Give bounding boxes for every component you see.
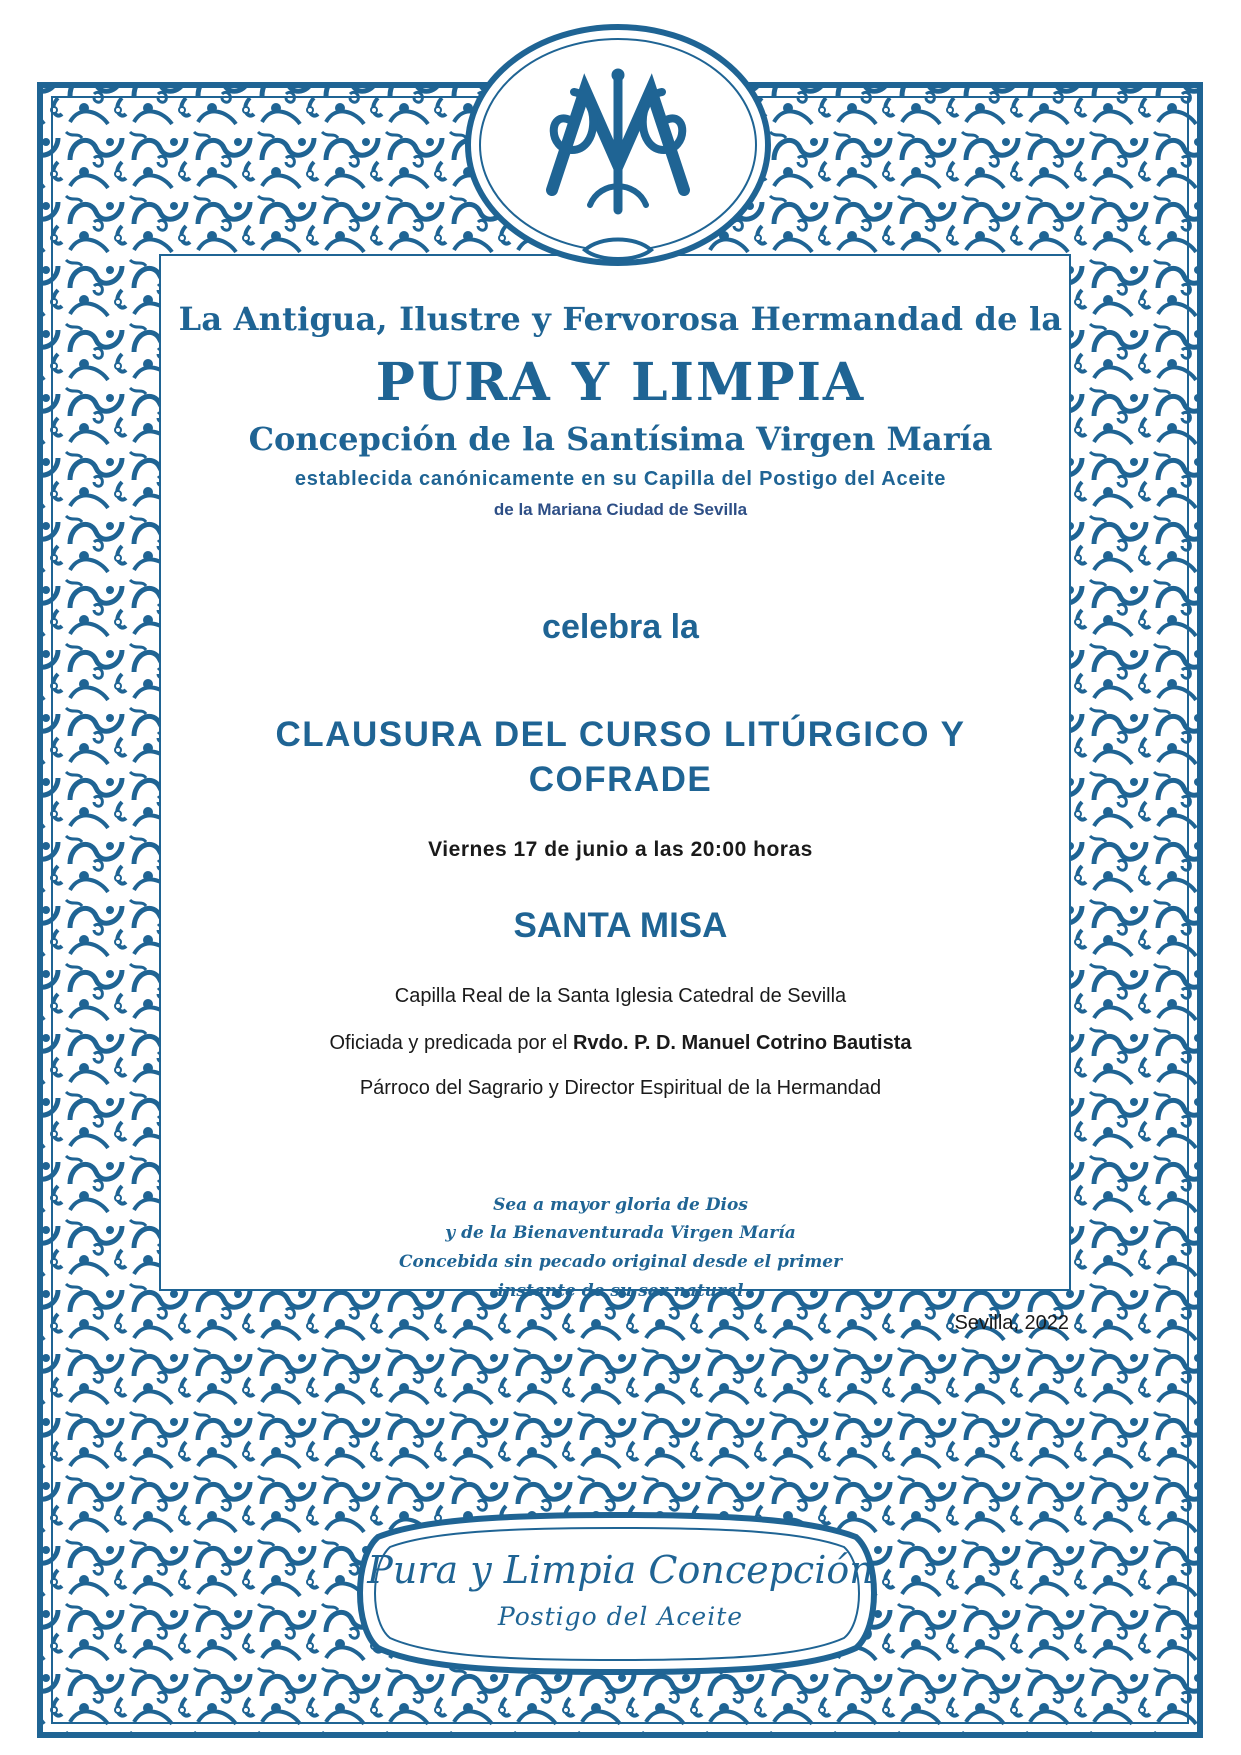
brotherhood-title-line1: La Antigua, Ilustre y Fervorosa Hermandad de la: [178, 300, 1063, 338]
signoff: Sevilla, 2022: [954, 1312, 1069, 1334]
celebra-heading: celebra la: [542, 608, 699, 646]
event-title-line1: CLAUSURA DEL CURSO LITÚRGICO Y: [275, 715, 966, 754]
cartouche-subtitle: Postigo del Aceite: [497, 1602, 744, 1631]
brotherhood-city: de la Mariana Ciudad de Sevilla: [493, 500, 748, 519]
event-place: Capilla Real de la Santa Iglesia Catedral de Sevilla: [394, 985, 847, 1007]
bottom-cartouche: [360, 1515, 874, 1672]
mass-heading: SANTA MISA: [513, 906, 728, 945]
event-officiant: [0, 1032, 1241, 1055]
top-medallion: [468, 27, 768, 263]
dedication-line: Concebida sin pecado original desde el primer: [398, 1252, 843, 1272]
brotherhood-seat: establecida canónicamente en su Capilla del Postigo del Aceite: [294, 468, 947, 490]
officiant-prefix: Oficiada y predicada por el: [329, 1032, 573, 1054]
brotherhood-title-line3: Concepción de la Santísima Virgen María: [248, 420, 993, 458]
dedication-line: instante de su ser natural: [497, 1281, 744, 1301]
dedication-line: Sea a mayor gloria de Dios: [493, 1195, 748, 1215]
cartouche-title: Pura y Limpia Concepción: [367, 1548, 874, 1592]
event-title-line2: COFRADE: [528, 760, 713, 799]
dedication-line: y de la Bienaventurada Virgen María: [445, 1223, 796, 1243]
event-datetime: Viernes 17 de junio a las 20:00 horas: [428, 838, 813, 861]
officiant-name: Rvdo. P. D. Manuel Cotrino Bautista: [572, 1032, 912, 1054]
brotherhood-title-main: PURA Y LIMPIA: [375, 352, 866, 413]
officiant-role: Párroco del Sagrario y Director Espiritual de la Hermandad: [359, 1077, 882, 1099]
